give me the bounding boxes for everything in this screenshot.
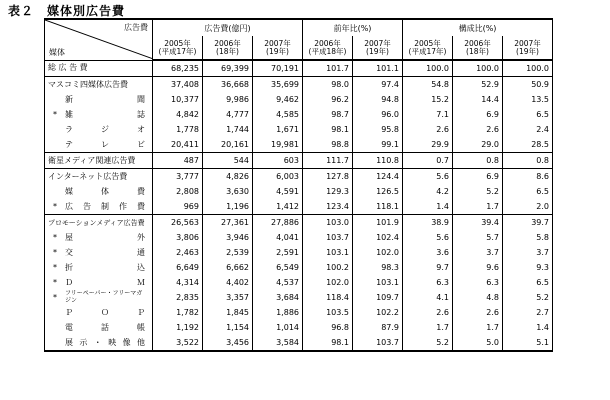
value-cell: 6.5 (503, 275, 553, 290)
value-cell: 37,408 (153, 77, 203, 93)
value-cell: 2.6 (453, 122, 503, 137)
value-cell: 3,357 (203, 290, 253, 305)
value-cell: 103.5 (303, 305, 353, 320)
value-cell: 13.5 (503, 92, 553, 107)
value-cell: 2,808 (153, 184, 203, 199)
row-label-text: マスコミ四媒体広告費 (48, 79, 128, 89)
value-cell: 2.6 (403, 305, 453, 320)
year-header-cell: 2006年 (平成18年) (303, 36, 353, 60)
value-cell: 6,649 (153, 260, 203, 275)
value-cell: 9,462 (253, 92, 303, 107)
year-header-cell: 2005年 (平成17年) (153, 36, 203, 60)
value-cell: 969 (153, 199, 203, 215)
row-label-text: 総 広 告 費 (48, 63, 88, 73)
value-cell: 3,630 (203, 184, 253, 199)
row-mark: * (53, 109, 57, 119)
year-header-cell: 2006年 (18年) (453, 36, 503, 60)
value-cell: 4,041 (253, 230, 303, 245)
row-label (45, 320, 153, 335)
value-cell: 1.7 (453, 199, 503, 215)
row-label-text: 折 込 (65, 262, 145, 272)
value-cell: 1,782 (153, 305, 203, 320)
value-cell: 5.7 (453, 230, 503, 245)
value-cell: 101.7 (303, 60, 353, 77)
value-cell: 3.7 (503, 245, 553, 260)
table-row (45, 275, 553, 290)
value-cell: 4,314 (153, 275, 203, 290)
value-cell: 96.0 (353, 107, 403, 122)
table-row (45, 77, 553, 93)
value-cell: 1,744 (203, 122, 253, 137)
row-label-text: 交 通 (65, 247, 145, 257)
value-cell: 98.0 (303, 77, 353, 93)
value-cell: 1,778 (153, 122, 203, 137)
value-cell: 8.6 (503, 169, 553, 185)
value-cell: 3.7 (453, 245, 503, 260)
value-cell: 6.3 (453, 275, 503, 290)
table-row (45, 153, 553, 169)
value-cell: 0.8 (453, 153, 503, 169)
row-label (45, 305, 153, 320)
value-cell: 5.2 (503, 290, 553, 305)
value-cell: 94.8 (353, 92, 403, 107)
value-cell: 1,412 (253, 199, 303, 215)
row-mark: * (53, 247, 57, 257)
value-cell: 3,946 (203, 230, 253, 245)
value-cell: 9.7 (403, 260, 453, 275)
value-cell: 4.1 (403, 290, 453, 305)
value-cell: 102.0 (303, 275, 353, 290)
table-row (45, 107, 553, 122)
row-label-text: 広 告 制 作 費 (65, 201, 145, 211)
value-cell: 35,699 (253, 77, 303, 93)
row-label-text: Ｄ Ｍ (65, 277, 145, 287)
table-row (45, 60, 553, 77)
value-cell: 50.9 (503, 77, 553, 93)
row-mark: * (53, 292, 57, 302)
value-cell: 4,842 (153, 107, 203, 122)
value-cell: 99.1 (353, 137, 403, 153)
value-cell: 3,806 (153, 230, 203, 245)
header-corner (45, 19, 153, 60)
value-cell: 6,662 (203, 260, 253, 275)
table-row (45, 230, 553, 245)
value-cell: 29.0 (453, 137, 503, 153)
row-label (45, 199, 153, 215)
year-header-cell: 2007年 (19年) (253, 36, 303, 60)
value-cell: 103.0 (303, 215, 353, 231)
row-label (45, 137, 153, 153)
value-cell: 102.2 (353, 305, 403, 320)
value-cell: 0.7 (403, 153, 453, 169)
row-label-text: 新 聞 (65, 94, 145, 104)
corner-top-label: 広告費 (124, 23, 148, 32)
value-cell: 5.0 (453, 335, 503, 351)
value-cell: 38.9 (403, 215, 453, 231)
value-cell: 1.4 (403, 199, 453, 215)
value-cell: 5.2 (403, 335, 453, 351)
value-cell: 9.6 (453, 260, 503, 275)
row-label (45, 60, 153, 77)
value-cell: 27,361 (203, 215, 253, 231)
value-cell: 100.0 (453, 60, 503, 77)
row-label-text: テ レ ビ (65, 139, 145, 149)
value-cell: 28.5 (503, 137, 553, 153)
value-cell: 3,684 (253, 290, 303, 305)
value-cell: 54.8 (403, 77, 453, 93)
value-cell: 118.1 (353, 199, 403, 215)
value-cell: 9.3 (503, 260, 553, 275)
row-label-text: 電 話 帳 (65, 322, 145, 332)
value-cell: 70,191 (253, 60, 303, 77)
table-row (45, 184, 553, 199)
value-cell: 39.7 (503, 215, 553, 231)
year-header-cell: 2006年 (18年) (203, 36, 253, 60)
value-cell: 2.0 (503, 199, 553, 215)
value-cell: 4,777 (203, 107, 253, 122)
row-label (45, 230, 153, 245)
value-cell: 5.2 (453, 184, 503, 199)
table-row (45, 320, 553, 335)
table-row (45, 122, 553, 137)
value-cell: 111.7 (303, 153, 353, 169)
value-cell: 26,563 (153, 215, 203, 231)
table-row (45, 260, 553, 275)
row-label (45, 169, 153, 185)
value-cell: 102.0 (353, 245, 403, 260)
group-header-yoy: 前年比(%) (303, 19, 403, 36)
row-label-text: 媒 体 費 (65, 186, 145, 196)
year-header-cell: 2007年 (19年) (353, 36, 403, 60)
value-cell: 126.5 (353, 184, 403, 199)
value-cell: 9,986 (203, 92, 253, 107)
value-cell: 2.6 (453, 305, 503, 320)
table-row (45, 215, 553, 231)
row-label (45, 107, 153, 122)
value-cell: 1,671 (253, 122, 303, 137)
value-cell: 7.1 (403, 107, 453, 122)
table-body (45, 60, 553, 351)
value-cell: 5.6 (403, 230, 453, 245)
group-header-expenditure: 広告費(億円) (153, 19, 303, 36)
value-cell: 87.9 (353, 320, 403, 335)
value-cell: 100.0 (403, 60, 453, 77)
value-cell: 98.8 (303, 137, 353, 153)
row-label-text: ラ ジ オ (65, 124, 145, 134)
row-label-text: 展示・映像他 (65, 337, 145, 347)
corner-bottom-label: 媒体 (49, 47, 65, 57)
value-cell: 1.7 (453, 320, 503, 335)
value-cell: 36,668 (203, 77, 253, 93)
value-cell: 6.5 (503, 184, 553, 199)
value-cell: 10,377 (153, 92, 203, 107)
group-header-share: 構成比(%) (403, 19, 553, 36)
value-cell: 3,584 (253, 335, 303, 351)
row-label (45, 245, 153, 260)
value-cell: 98.1 (303, 335, 353, 351)
value-cell: 1,154 (203, 320, 253, 335)
value-cell: 4,537 (253, 275, 303, 290)
value-cell: 3.6 (403, 245, 453, 260)
value-cell: 4,585 (253, 107, 303, 122)
advertising-table (44, 18, 553, 352)
row-label-text: 屋 外 (65, 232, 145, 242)
value-cell: 100.2 (303, 260, 353, 275)
row-label (45, 260, 153, 275)
value-cell: 4,402 (203, 275, 253, 290)
row-mark: * (53, 201, 57, 211)
value-cell: 96.8 (303, 320, 353, 335)
row-mark: * (53, 232, 57, 242)
value-cell: 6.5 (503, 107, 553, 122)
value-cell: 1,014 (253, 320, 303, 335)
value-cell: 2,539 (203, 245, 253, 260)
value-cell: 2,463 (153, 245, 203, 260)
year-header-cell: 2005年 (平成17年) (403, 36, 453, 60)
value-cell: 29.9 (403, 137, 453, 153)
value-cell: 3,522 (153, 335, 203, 351)
value-cell: 5.6 (403, 169, 453, 185)
value-cell: 1,192 (153, 320, 203, 335)
value-cell: 129.3 (303, 184, 353, 199)
table-row (45, 199, 553, 215)
value-cell: 52.9 (453, 77, 503, 93)
value-cell: 103.1 (353, 275, 403, 290)
value-cell: 20,411 (153, 137, 203, 153)
row-label-text: フリーペーパー・フリーマガジン (65, 290, 143, 305)
value-cell: 6.3 (403, 275, 453, 290)
row-label (45, 215, 153, 231)
value-cell: 39.4 (453, 215, 503, 231)
value-cell: 123.4 (303, 199, 353, 215)
value-cell: 0.8 (503, 153, 553, 169)
value-cell: 96.2 (303, 92, 353, 107)
value-cell: 2.7 (503, 305, 553, 320)
row-mark: * (53, 262, 57, 272)
row-label-text: インターネット広告費 (48, 171, 128, 181)
value-cell: 101.1 (353, 60, 403, 77)
value-cell: 118.4 (303, 290, 353, 305)
row-label-text: 雑 誌 (65, 109, 145, 119)
value-cell: 101.9 (353, 215, 403, 231)
value-cell: 103.7 (303, 230, 353, 245)
value-cell: 6.9 (453, 107, 503, 122)
value-cell: 15.2 (403, 92, 453, 107)
value-cell: 98.1 (303, 122, 353, 137)
value-cell: 109.7 (353, 290, 403, 305)
value-cell: 4,591 (253, 184, 303, 199)
row-label-text: プロモーションメディア広告費 (48, 218, 145, 227)
value-cell: 103.7 (353, 335, 403, 351)
value-cell: 1,886 (253, 305, 303, 320)
row-mark: * (53, 277, 57, 287)
row-label (45, 335, 153, 351)
value-cell: 3,456 (203, 335, 253, 351)
value-cell: 127.8 (303, 169, 353, 185)
row-label (45, 290, 153, 305)
table-row (45, 245, 553, 260)
row-label (45, 92, 153, 107)
value-cell: 103.1 (303, 245, 353, 260)
table-row (45, 290, 553, 305)
row-label (45, 184, 153, 199)
value-cell: 1.7 (403, 320, 453, 335)
value-cell: 95.8 (353, 122, 403, 137)
value-cell: 544 (203, 153, 253, 169)
year-header-cell: 2007年 (19年) (503, 36, 553, 60)
value-cell: 3,777 (153, 169, 203, 185)
row-label-text: Ｐ Ｏ Ｐ (65, 307, 145, 317)
value-cell: 6,549 (253, 260, 303, 275)
table-row (45, 137, 553, 153)
table-row (45, 305, 553, 320)
value-cell: 4.8 (453, 290, 503, 305)
value-cell: 69,399 (203, 60, 253, 77)
row-label (45, 275, 153, 290)
value-cell: 1,196 (203, 199, 253, 215)
value-cell: 5.8 (503, 230, 553, 245)
value-cell: 2,835 (153, 290, 203, 305)
value-cell: 19,981 (253, 137, 303, 153)
table-title: 表２ 媒体別広告費 (8, 4, 126, 18)
value-cell: 14.4 (453, 92, 503, 107)
value-cell: 1,845 (203, 305, 253, 320)
value-cell: 68,235 (153, 60, 203, 77)
value-cell: 2.6 (403, 122, 453, 137)
value-cell: 100.0 (503, 60, 553, 77)
row-label (45, 122, 153, 137)
value-cell: 98.3 (353, 260, 403, 275)
value-cell: 2,591 (253, 245, 303, 260)
value-cell: 6,003 (253, 169, 303, 185)
value-cell: 2.4 (503, 122, 553, 137)
value-cell: 4,826 (203, 169, 253, 185)
row-label (45, 77, 153, 93)
value-cell: 27,886 (253, 215, 303, 231)
table-row (45, 92, 553, 107)
row-label (45, 153, 153, 169)
value-cell: 20,161 (203, 137, 253, 153)
value-cell: 124.4 (353, 169, 403, 185)
header-row-groups (45, 19, 553, 36)
value-cell: 97.4 (353, 77, 403, 93)
value-cell: 110.8 (353, 153, 403, 169)
value-cell: 6.9 (453, 169, 503, 185)
value-cell: 98.7 (303, 107, 353, 122)
value-cell: 1.4 (503, 320, 553, 335)
value-cell: 487 (153, 153, 203, 169)
value-cell: 603 (253, 153, 303, 169)
value-cell: 5.1 (503, 335, 553, 351)
table-row (45, 169, 553, 185)
value-cell: 102.4 (353, 230, 403, 245)
table-row (45, 335, 553, 351)
row-label-text: 衛星メディア関連広告費 (48, 155, 136, 165)
value-cell: 4.2 (403, 184, 453, 199)
